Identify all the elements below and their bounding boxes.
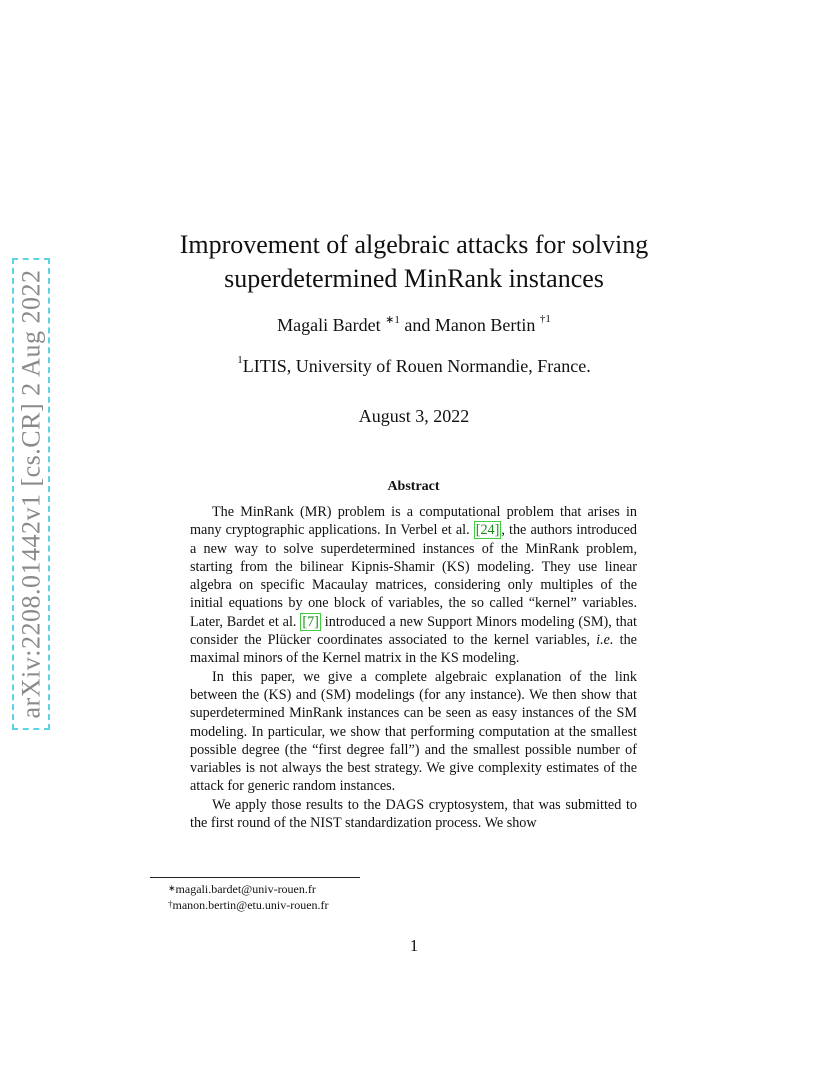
author-1-marks: ∗1: [385, 314, 400, 326]
abstract-paragraph-1: [190, 503, 637, 668]
footnote-2-email: manon.bertin@etu.univ-rouen.fr: [172, 898, 329, 912]
affiliation-text: LITIS, University of Rouen Normandie, France.: [242, 356, 591, 376]
citation-link-24[interactable]: [24]: [475, 522, 500, 539]
arxiv-identifier-stamp: [12, 258, 50, 730]
paper-title: [150, 228, 678, 296]
author-2-marks: †1: [539, 313, 551, 325]
abstract-paragraph-3: We apply those results to the DAGS cryptosystem, that was submitted to the first round of the NIST standardization process. We show: [190, 796, 637, 832]
paper-date: August 3, 2022: [358, 406, 470, 426]
affiliation-mark: 1: [237, 354, 243, 366]
title-line-1: Improvement of algebraic attacks for solving: [179, 230, 649, 259]
author-2-name: Manon Bertin: [434, 315, 536, 335]
abstract-paragraph-2: In this paper, we give a complete algebraic explanation of the link between the (KS) and (SM) modelings (for any instance). We then show that superdetermined MinRank instances can be seen as easy instances of the SM modeling. In particular, we show that performing computation at the smallest possible degree (the “first degree fall”) and the smallest possible number of variables is not always the best strategy. We give complexity estimates of the attack for generic random instances.: [190, 668, 637, 795]
footnotes: [150, 881, 329, 913]
abstract-p1-text-c: introduced a new Support Minors modeling (SM), that consider the Plücker coordinates associated to the kernel variables,: [190, 613, 637, 649]
page-number: 1: [409, 936, 419, 955]
arxiv-id-text: arXiv:2208.01442v1 [cs.CR] 2 Aug 2022: [16, 269, 46, 719]
abstract-heading: Abstract: [387, 479, 440, 494]
abstract-p1-ie: i.e.: [596, 632, 614, 649]
footnote-1: [150, 881, 329, 897]
abstract-p1-text-a: The MinRank (MR) problem is a computational problem that arises in many cryptographic applications. In Verbel et al.: [190, 504, 637, 539]
abstract-body: [190, 503, 637, 832]
footnote-2-mark: †: [168, 899, 173, 909]
footnote-2: [150, 897, 329, 913]
affiliation: [150, 356, 678, 377]
footnote-1-mark: ∗: [168, 883, 176, 893]
author-1-name: Magali Bardet: [277, 315, 381, 335]
abstract-p1-text-b: , the authors introduced a new way to solve superdetermined instances of the MinRank problem, starting from the bilinear Kipnis-Shamir (KS) modeling. They use linear algebra on specific Macaulay matrices, considering only multiples of the initial equations by one block of variables, the so called “kernel” variables. Later, Bardet et al.: [190, 522, 637, 630]
footnote-1-email: magali.bardet@univ-rouen.fr: [175, 882, 316, 896]
author-conjunction: and: [404, 315, 431, 335]
abstract-p1-text-d: the maximal minors of the Kernel matrix in the KS modeling.: [190, 632, 637, 667]
footnote-rule: [150, 877, 360, 878]
title-line-2: superdetermined MinRank instances: [224, 264, 604, 293]
citation-link-7[interactable]: [7]: [302, 613, 319, 630]
author-list: [150, 315, 678, 336]
